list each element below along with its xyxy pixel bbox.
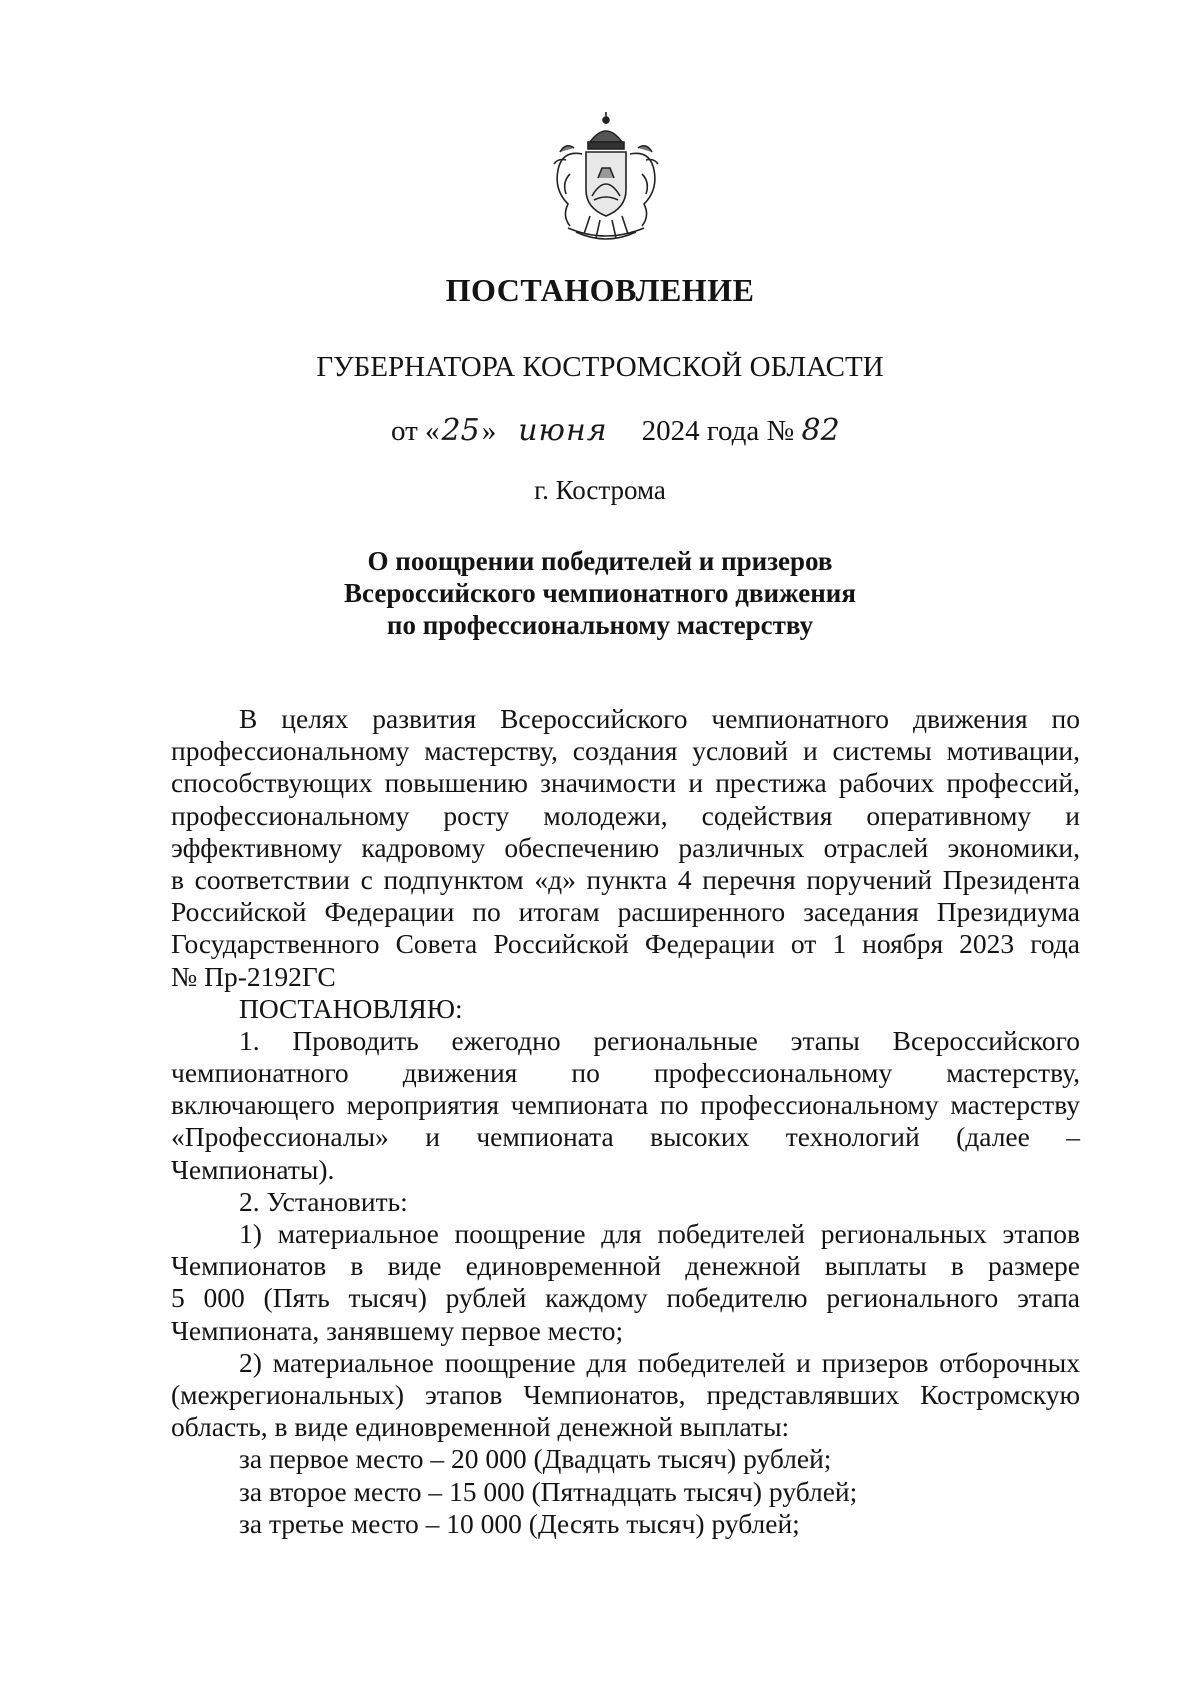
body-line: ПОСТАНОВЛЯЮ: [239,992,463,1024]
body-line: «Профессионалы» и чемпионата высоких технологий (далее – [171,1121,1080,1153]
body-line: 5 000 (Пять тысяч) рублей каждому победителю регионального этапа [171,1282,1080,1314]
body-line: Чемпионата, занявшему первое место; [171,1314,624,1346]
body-line: Чемпионатов в виде единовременной денежной выплаты в размере [171,1250,1080,1282]
body-line: Государственного Совета Российской Федерации от 1 ноября 2023 года [171,928,1080,960]
body-line: 2. Установить: [239,1185,408,1217]
body-line: профессиональному мастерству, создания условий и системы мотивации, [171,735,1080,767]
body-line: (межрегиональных) этапов Чемпионатов, представлявших Костромскую [171,1378,1080,1410]
heading-line: Всероссийского чемпионатного движения [344,578,856,608]
body-line: Российской Федерации по итогам расширенного заседания Президиума [171,896,1080,928]
body-line: 1. Проводить ежегодно региональные этапы Всероссийского [239,1024,1080,1056]
document-body [171,703,1080,1540]
date-line [391,413,840,448]
body-line: способствующих повышению значимости и престижа рабочих профессий, [171,767,1080,799]
body-line: за третье место – 10 000 (Десять тысяч) рублей; [239,1507,800,1539]
body-line: за второе место – 15 000 (Пятнадцать тысяч) рублей; [239,1475,858,1507]
handwritten-day: 25 [441,413,480,448]
heading-line: О поощрении победителей и призеров [367,546,833,576]
body-line: область, в виде единовременной денежной выплаты: [171,1411,790,1443]
body-line: включающего мероприятия чемпионата по профессиональному мастерству [171,1089,1080,1121]
body-line: в соответствии с подпунктом «д» пункта 4 перечня поручений Президента [171,863,1080,895]
date-prefix: от « [391,415,440,447]
body-line: № Пр-2192ГС [171,960,336,992]
body-line: профессиональному росту молодежи, содействия оперативному и [171,799,1080,831]
handwritten-number: 82 [801,413,840,448]
body-line: чемпионатного движения по профессиональному мастерству, [171,1057,1080,1089]
body-line: Чемпионаты). [171,1153,335,1185]
handwritten-month: июня [518,413,608,448]
city-line: г. Кострома [534,475,666,505]
body-line: за первое место – 20 000 (Двадцать тысяч) рублей; [239,1443,832,1475]
date-year: 2024 года № [641,415,795,447]
body-line: 2) материальное поощрение для победителей и призеров отборочных [239,1346,1080,1378]
body-line: В целях развития Всероссийского чемпионатного движения по [239,703,1080,734]
heading-line: по профессиональному мастерству [386,610,814,640]
coat-of-arms-icon [540,112,672,248]
document-heading [0,545,1200,641]
issuer-line: ГУБЕРНАТОРА КОСТРОМСКОЙ ОБЛАСТИ [316,351,884,383]
body-line: 1) материальное поощрение для победителей региональных этапов [239,1218,1080,1249]
body-line: эффективному кадровому обеспечению различных отраслей экономики, [171,831,1080,863]
date-after-day: » [481,415,497,447]
document-title: ПОСТАНОВЛЕНИЕ [445,272,755,308]
